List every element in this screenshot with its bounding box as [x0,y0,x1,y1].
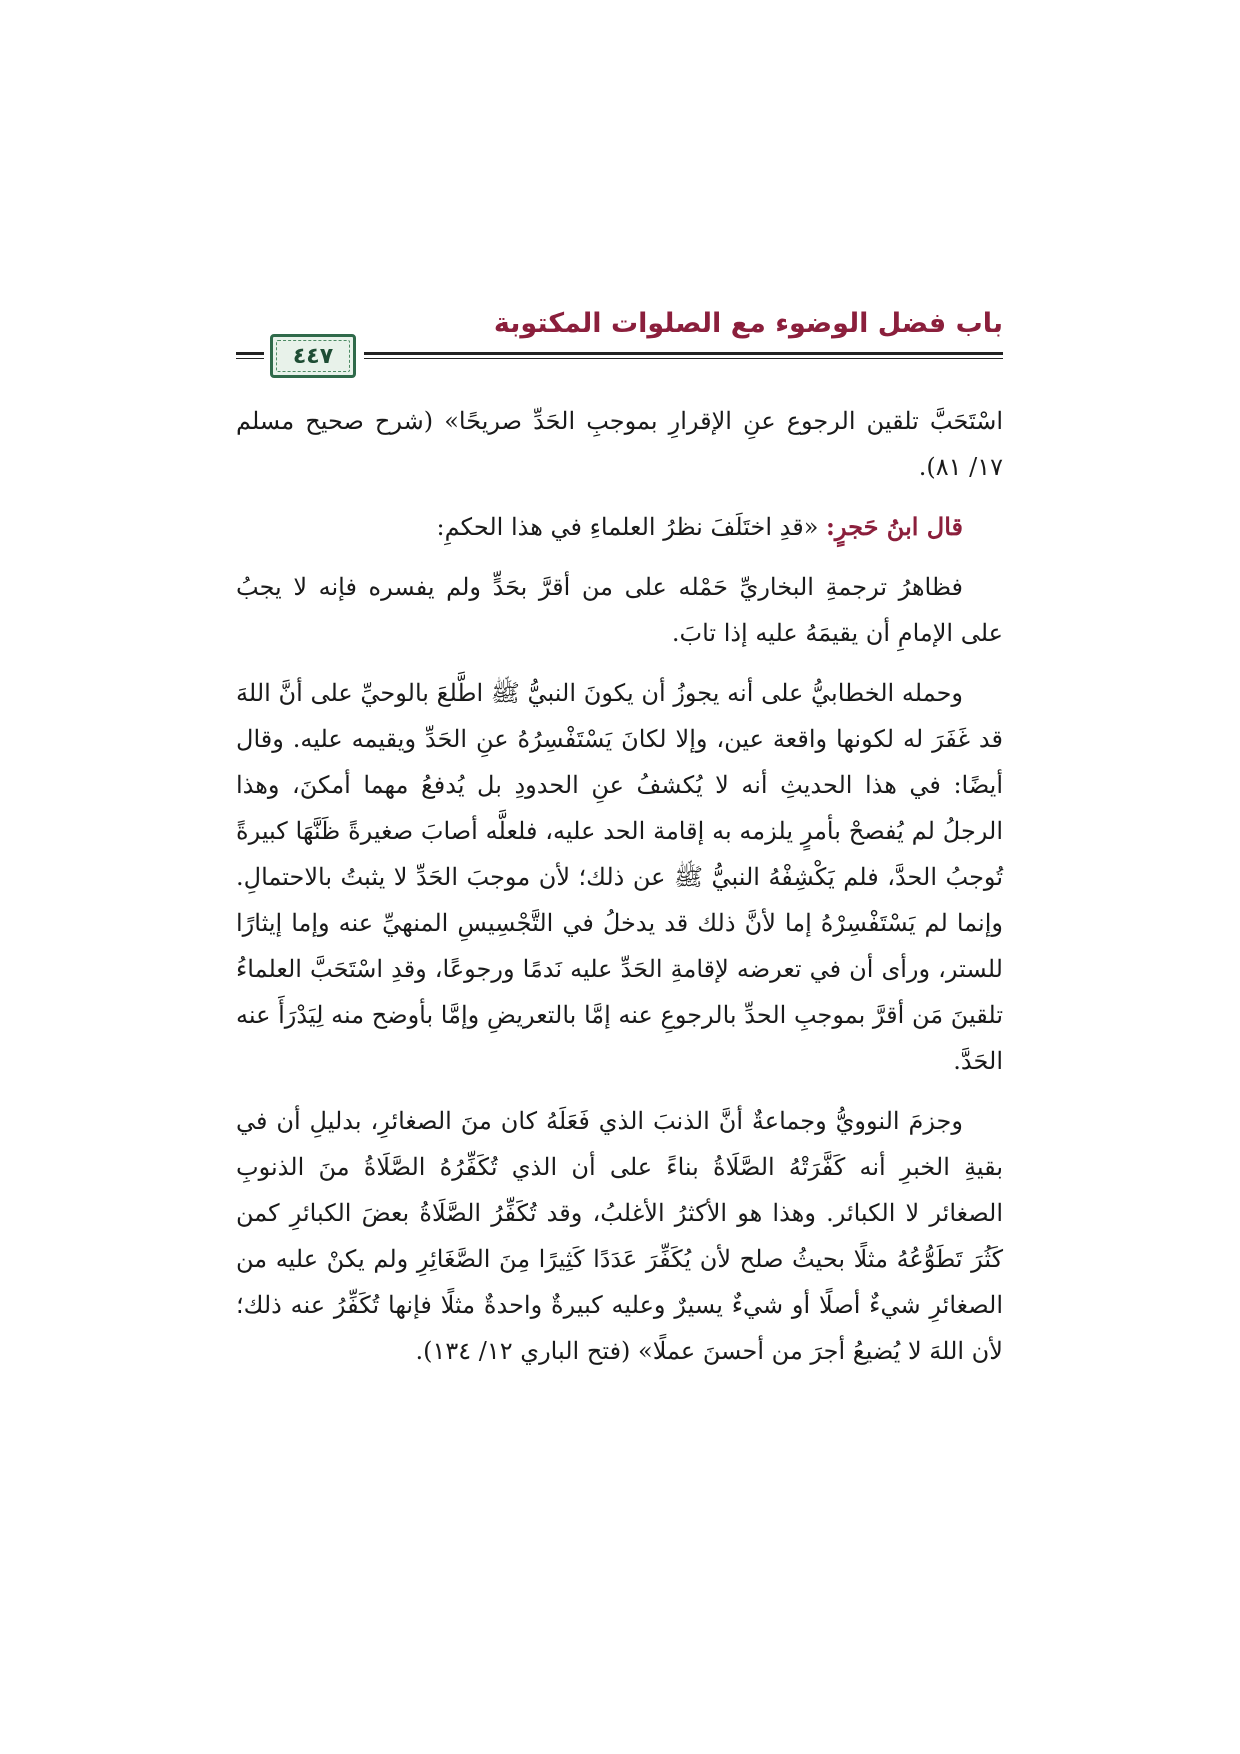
paragraph-2 [236,504,1003,550]
header-rule-left [236,352,264,355]
header-rule [364,352,1003,355]
page-body [236,398,1003,1388]
page-header [236,308,1003,378]
paragraph-5: وجزمَ النوويُّ وجماعةٌ أنَّ الذنبَ الذي فَعَلَهُ كان منَ الصغائرِ، بدليلِ أن في بقيةِ الخبرِ أنه كَفَّرَتْهُ الصَّلَاةُ بناءً على أن الذي تُكَفِّرُهُ الصَّلَاةُ منَ الذنوبِ الصغائر لا الكبائر. وهذا هو الأكثرُ الأغلبُ، وقد تُكَفِّرُ الصَّلَاةُ بعضَ الكبائرِ كمن كَثُرَ تَطَوُّعُهُ مثلًا بحيثُ صلح لأن يُكَفِّرَ عَدَدًا كَثِيرًا مِنَ الصَّغَائِرِ ولم يكنْ عليه من الصغائرِ شيءٌ أصلًا أو شيءٌ يسيرٌ وعليه كبيرةٌ واحدةٌ مثلًا فإنها تُكَفِّرُ عنه ذلك؛ لأن اللهَ لا يُضيعُ أجرَ من أحسنَ عملًا» (فتح الباري ١٢/ ١٣٤). [236,1107,1003,1365]
page-number: ٤٤٧ [292,343,334,369]
chapter-title: باب فضل الوضوء مع الصلوات المكتوبة [493,308,1003,339]
speaker-label: قال ابنُ حَجرٍ: [826,512,963,541]
paragraph-1: اسْتَحَبَّ تلقين الرجوع عنِ الإقرارِ بموجبِ الحَدِّ صريحًا» (شرح صحيح مسلم ١٧/ ٨١). [236,407,1003,481]
paragraph-3: فظاهرُ ترجمةِ البخاريِّ حَمْله على من أقرَّ بحَدٍّ ولم يفسره فإنه لا يجبُ على الإمامِ أن يقيمَهُ عليه إذا تابَ. [236,573,1003,647]
header-rule-thin [364,358,1003,359]
header-rule-left-thin [236,358,264,359]
paragraph-2-text: «قدِ اختَلَفَ نظرُ العلماءِ في هذا الحكمِ: [436,513,827,541]
page-number-badge [270,334,356,378]
paragraph-4: وحمله الخطابيُّ على أنه يجوزُ أن يكونَ النبيُّ ﷺ اطَّلعَ بالوحيِّ على أنَّ اللهَ قد غَفَرَ له لكونها واقعة عين، وإلا لكانَ يَسْتَفْسِرُهُ عنِ الحَدِّ ويقيمه عليه. وقال أيضًا: في هذا الحديثِ أنه لا يُكشفُ عنِ الحدودِ بل يُدفعُ مهما أمكنَ، وهذا الرجلُ لم يُفصحْ بأمرٍ يلزمه به إقامة الحد عليه، فلعلَّه أصابَ صغيرةً ظَنَّهَا كبيرةً تُوجبُ الحدَّ، فلم يَكْشِفْهُ النبيُّ ﷺ عن ذلك؛ لأن موجبَ الحَدِّ لا يثبتُ بالاحتمالِ. وإنما لم يَسْتَفْسِرْهُ إما لأنَّ ذلك قد يدخلُ في التَّجْسِيسِ المنهيِّ عنه وإما إيثارًا للستر، ورأى أن في تعرضه لإقامةِ الحَدِّ عليه نَدمًا ورجوعًا، وقدِ اسْتَحَبَّ العلماءُ تلقينَ مَن أقرَّ بموجبِ الحدِّ بالرجوعِ عنه إمَّا بالتعريضِ وإمَّا بأوضح منه لِيَدْرَأَ عنه الحَدَّ. [236,679,1004,1075]
